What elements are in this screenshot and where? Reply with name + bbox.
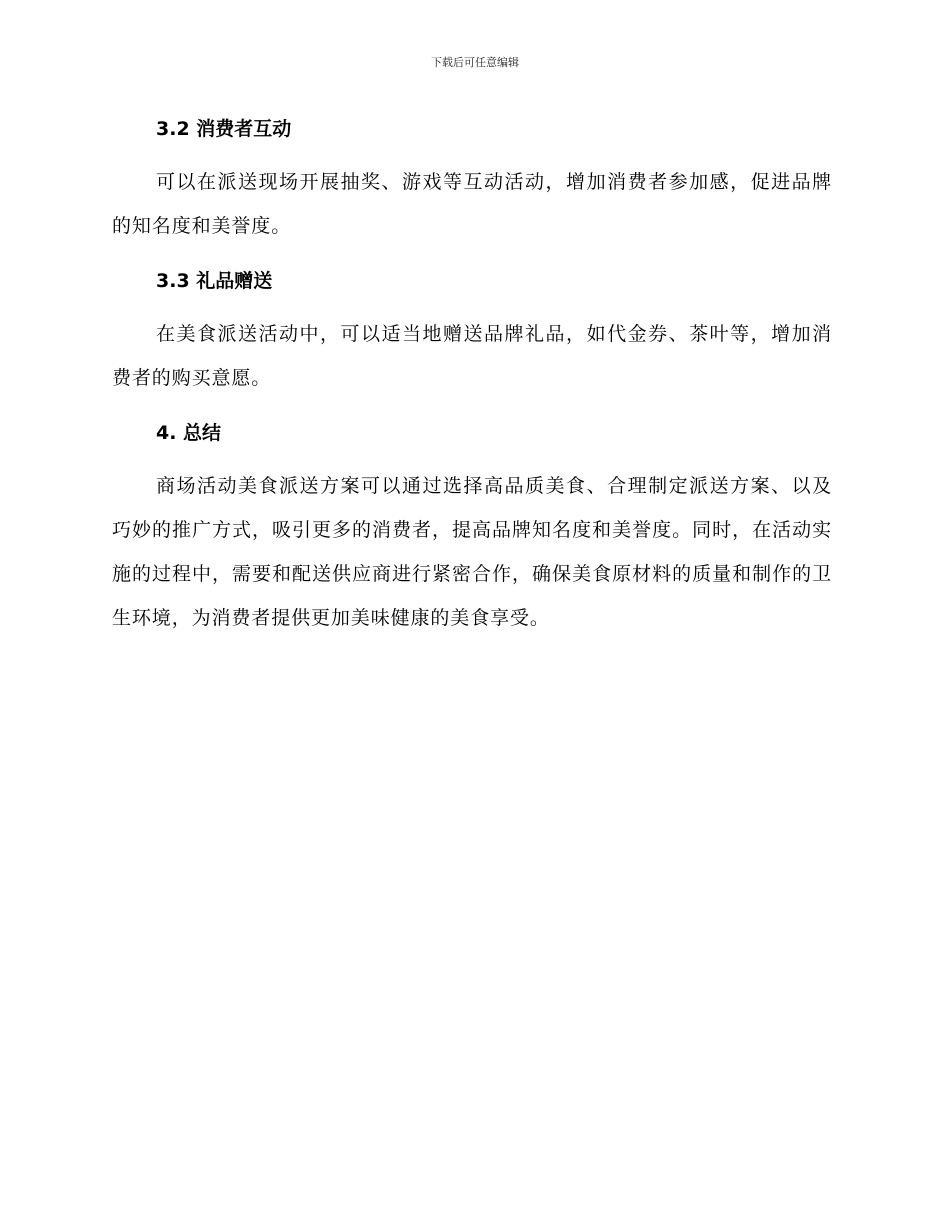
section-heading-4: 4. 总结 [156,422,222,444]
section-paragraph-3-3: 在美食派送活动中，可以适当地赠送品牌礼品，如代金券、茶叶等，增加消费者的购买意愿。 [112,323,832,389]
section-paragraph-4: 商场活动美食派送方案可以通过选择高品质美食、合理制定派送方案、以及巧妙的推广方式，吸引更多的消费者，提高品牌知名度和美誉度。同时，在活动实施的过程中，需要和配送供应商进行紧密合作，确保美食原材料的质量和制作的卫生环境，为消费者提供更加美味健康的美食享受。 [112,475,832,629]
section-heading-3-3: 3.3 礼品赠送 [156,270,273,292]
section-paragraph-3-2: 可以在派送现场开展抽奖、游戏等互动活动，增加消费者参加感，促进品牌的知名度和美誉度。 [112,171,832,237]
document-body [112,110,832,640]
section-heading-3-2: 3.2 消费者互动 [156,118,292,140]
header-note: 下载后可任意编辑 [431,56,519,69]
